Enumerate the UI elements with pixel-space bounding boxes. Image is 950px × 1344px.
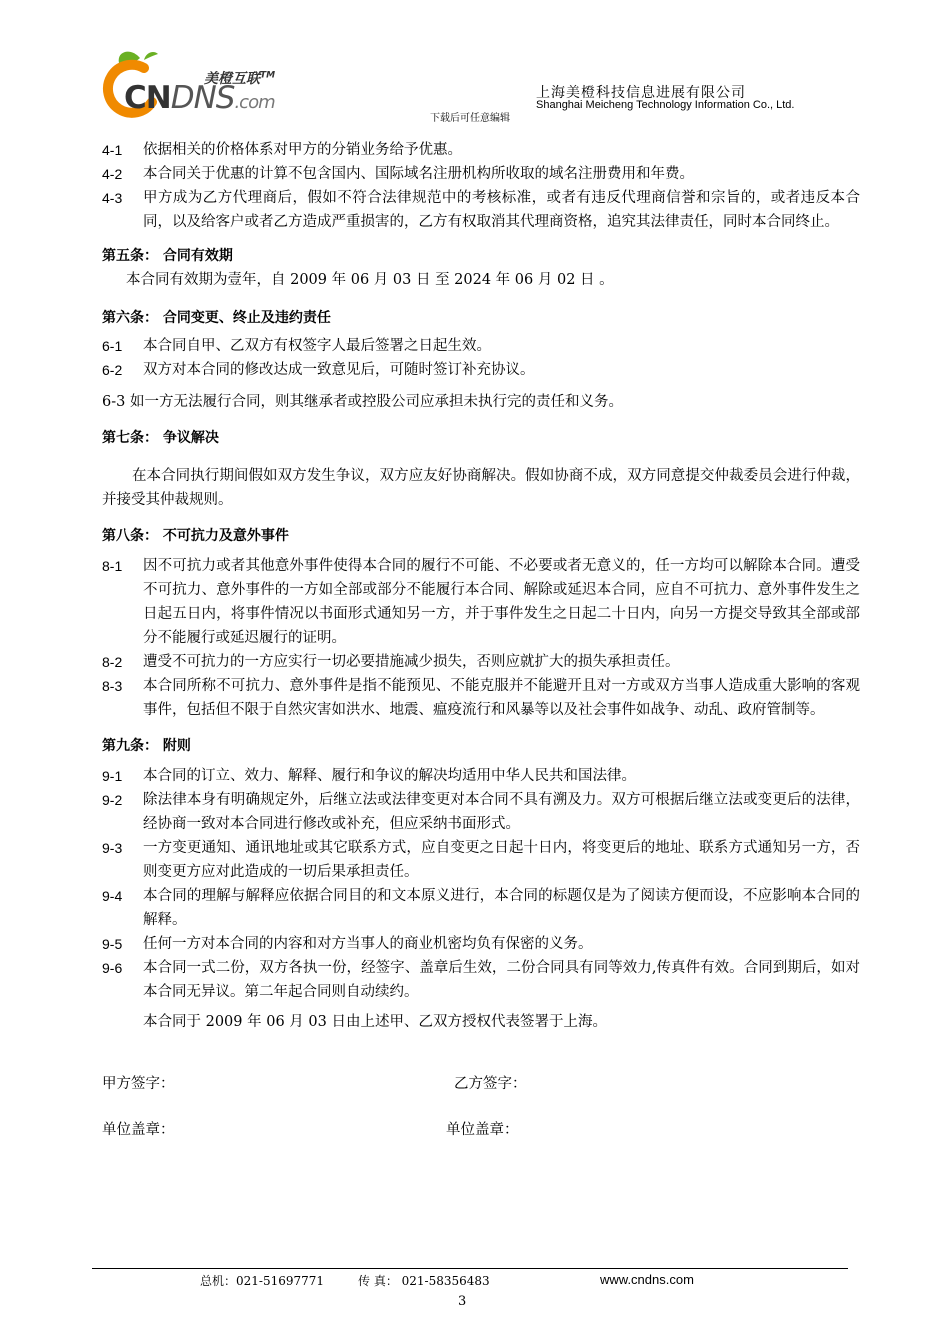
clause-item: 4-3 甲方成为乙方代理商后，假如不符合法律规范中的考核标准，或者有违反代理商信誉和宗旨的，或者违反本合同，以及给客户或者乙方造成严重损害的，乙方有权取消其代理商资格，追究其法律责任，同时本合同终止。 [102, 190, 860, 230]
company-name-cn: 上海美橙科技信息进展有限公司 [536, 85, 746, 101]
article-9-heading: 第九条： 附则 [102, 738, 191, 754]
clause-item: 6-2 双方对本合同的修改达成一致意见后，可随时签订补充协议。 [102, 362, 535, 378]
party-b-seal-label: 单位盖章： [446, 1122, 519, 1138]
contract-body [102, 138, 860, 1142]
clause-item: 8-1 因不可抗力或者其他意外事件使得本合同的履行不可能、不必要或者无意义的，任一方均可以解除本合同。遭受不可抗力、意外事件的一方如全部或部分不能履行本合同、解除或延迟本合同，应自不可抗力、意外事件发生之日起五日内，将事件情况以书面形式通知另一方，并于事件发生之日起二十日内，向另一方提交导致其全部或部分不能履行或延迟履行的证明。 [102, 558, 860, 646]
article-7-text: 在本合同执行期间假如双方发生争议，双方应友好协商解决。假如协商不成，双方同意提交仲裁委员会进行仲裁，并接受其仲裁规则。 [102, 468, 860, 508]
party-a-seal-label: 单位盖章： [102, 1122, 175, 1138]
article-8-heading: 第八条： 不可抗力及意外事件 [102, 528, 289, 544]
logo-chinese-name: 美橙互联™ [204, 70, 276, 87]
company-logo [100, 48, 330, 118]
seal-row [102, 1118, 860, 1142]
page-number: 3 [458, 1294, 467, 1309]
clause-item: 9-5 任何一方对本合同的内容和对方当事人的商业机密均负有保密的义务。 [102, 936, 593, 952]
article-6-heading: 第六条： 合同变更、终止及违约责任 [102, 310, 331, 326]
logo-english-name: CNDNS.com [124, 80, 275, 116]
clause-item: 4-1 依据相关的价格体系对甲方的分销业务给予优惠。 [102, 142, 462, 158]
clause-item: 4-2 本合同关于优惠的计算不包含国内、国际域名注册机构所收取的域名注册费用和年费。 [102, 166, 694, 182]
clause-item: 8-3 本合同所称不可抗力、意外事件是指不能预见、不能克服并不能避开且对一方或双方当事人造成重大影响的客观事件，包括但不限于自然灾害如洪水、地震、瘟疫流行和风暴等以及社会事件如战争、动乱、政府管制等。 [102, 678, 860, 718]
signature-row [102, 1072, 860, 1096]
clause-item: 9-6 本合同一式二份，双方各执一份，经签字、盖章后生效，二份合同具有同等效力,传真件有效。合同到期后，如对本合同无异议。第二年起合同则自动续约。 [102, 960, 860, 1000]
footer-fax: 传 真： 021-58356483 [358, 1274, 490, 1288]
company-name-en: Shanghai Meicheng Technology Information Co., Ltd. [536, 99, 795, 111]
clause-item: 9-3 一方变更通知、通讯地址或其它联系方式，应自变更之日起十日内，将变更后的地址、联系方式通知另一方，否则变更方应对此造成的一切后果承担责任。 [102, 840, 860, 880]
clause-item: 6-1 本合同自甲、乙双方有权签字人最后签署之日起生效。 [102, 338, 491, 354]
clause-item: 9-4 本合同的理解与解释应依据合同目的和文本原义进行，本合同的标题仅是为了阅读方便而设，不应影响本合同的解释。 [102, 888, 860, 928]
clause-item: 9-2 除法律本身有明确规定外，后继立法或法律变更对本合同不具有溯及力。双方可根据后继立法或变更后的法律，经协商一致对本合同进行修改或补充，但应采纳书面形式。 [102, 792, 860, 832]
party-a-signature-label: 甲方签字： [102, 1076, 175, 1092]
footer-phone: 总机：021-51697771 [200, 1274, 325, 1288]
footer-website[interactable]: www.cndns.com [600, 1272, 694, 1287]
footer-divider [92, 1268, 848, 1269]
article-5-heading: 第五条： 合同有效期 [102, 248, 233, 264]
clause-item: 8-2 遭受不可抗力的一方应实行一切必要措施减少损失，否则应就扩大的损失承担责任。 [102, 654, 680, 670]
party-b-signature-label: 乙方签字： [454, 1076, 527, 1092]
article-7-heading: 第七条： 争议解决 [102, 430, 219, 446]
clause-item: 9-1 本合同的订立、效力、解释、履行和争议的解决均适用中华人民共和国法律。 [102, 768, 636, 784]
article-5-text: 本合同有效期为壹年，自 2009 年 06 月 03 日 至 2024 年 06 月 02 日 。 [126, 272, 614, 288]
edit-note: 下载后可任意编辑 [430, 113, 510, 124]
clause-6-3: 6-3 如一方无法履行合同，则其继承者或控股公司应承担未执行完的责任和义务。 [102, 394, 623, 410]
signing-statement: 本合同于 2009 年 06 月 03 日由上述甲、乙双方授权代表签署于上海。 [143, 1014, 607, 1030]
